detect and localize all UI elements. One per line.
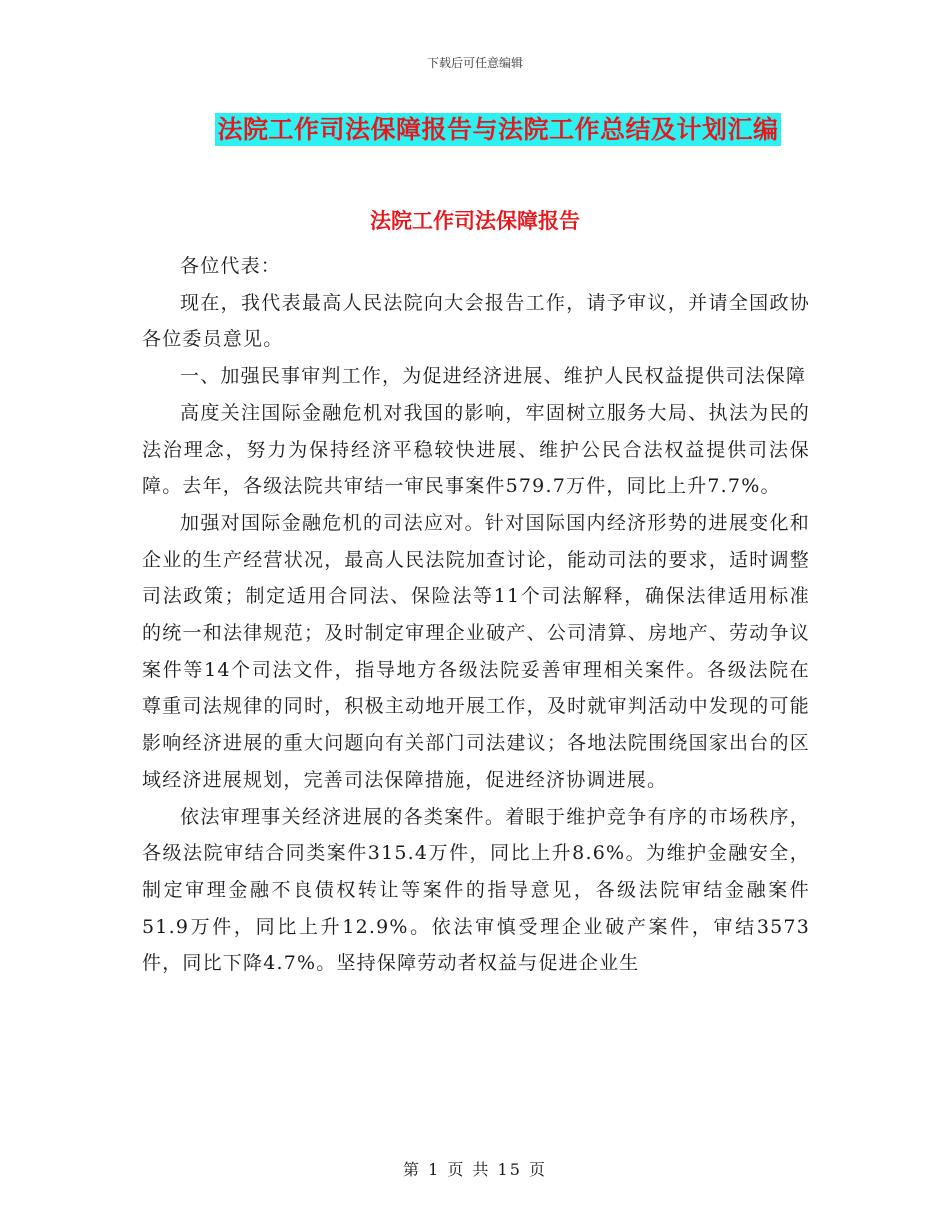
paragraph-intro: 现在，我代表最高人民法院向大会报告工作，请予审议，并请全国政协各位委员意见。 [142,291,810,351]
paragraph: 依法审理事关经济进展的各类案件。着眼于维护竞争有序的市场秩序，各级法院审结合同类案件315.4万件，同比上升8.6%。为维护金融安全，制定审理金融不良债权转让等案件的指导意见，各级法院审结金融案件51.9万件，同比上升12.9%。依法审慎受理企业破产案件，审结3573件，同比下降4.7%。坚持保障劳动者权益与促进企业生 [142,805,810,975]
paragraph-salutation: 各位代表： [180,255,282,277]
paragraph: 加强对国际金融危机的司法应对。针对国际国内经济形势的进展变化和企业的生产经营状况，最高人民法院加查讨论，能动司法的要求，适时调整司法政策；制定适用合同法、保险法等11个司法解释，确保法律适用标准的统一和法律规范；及时制定审理企业破产、公司清算、房地产、劳动争议案件等14个司法文件，指导地方各级法院妥善审理相关案件。各级法院在尊重司法规律的同时，积极主动地开展工作，及时就审判活动中发现的可能影响经济进展的重大问题向有关部门司法建议；各地法院围绕国家出台的区域经济进展规划，完善司法保障措施，促进经济协调进展。 [142,511,810,791]
document-main-title [0,110,950,146]
page-footer-indicator: 第 1 页 共 15 页 [403,1160,547,1179]
highlighted-title-text: 法院工作司法保障报告与法院工作总结及计划汇编 [217,115,779,144]
page-header-note: 下载后可任意编辑 [426,56,523,70]
section-title: 法院工作司法保障报告 [370,209,580,233]
paragraph-heading-1: 一、加强民事审判工作，为促进经济进展、维护人民权益提供司法保障 [180,365,807,388]
document-body [142,248,810,982]
paragraph: 高度关注国际金融危机对我国的影响，牢固树立服务大局、执法为民的法治理念，努力为保持经济平稳较快进展、维护公民合法权益提供司法保障。去年，各级法院共审结一审民事案件579.7万件，同比上升7.7%。 [142,401,810,498]
